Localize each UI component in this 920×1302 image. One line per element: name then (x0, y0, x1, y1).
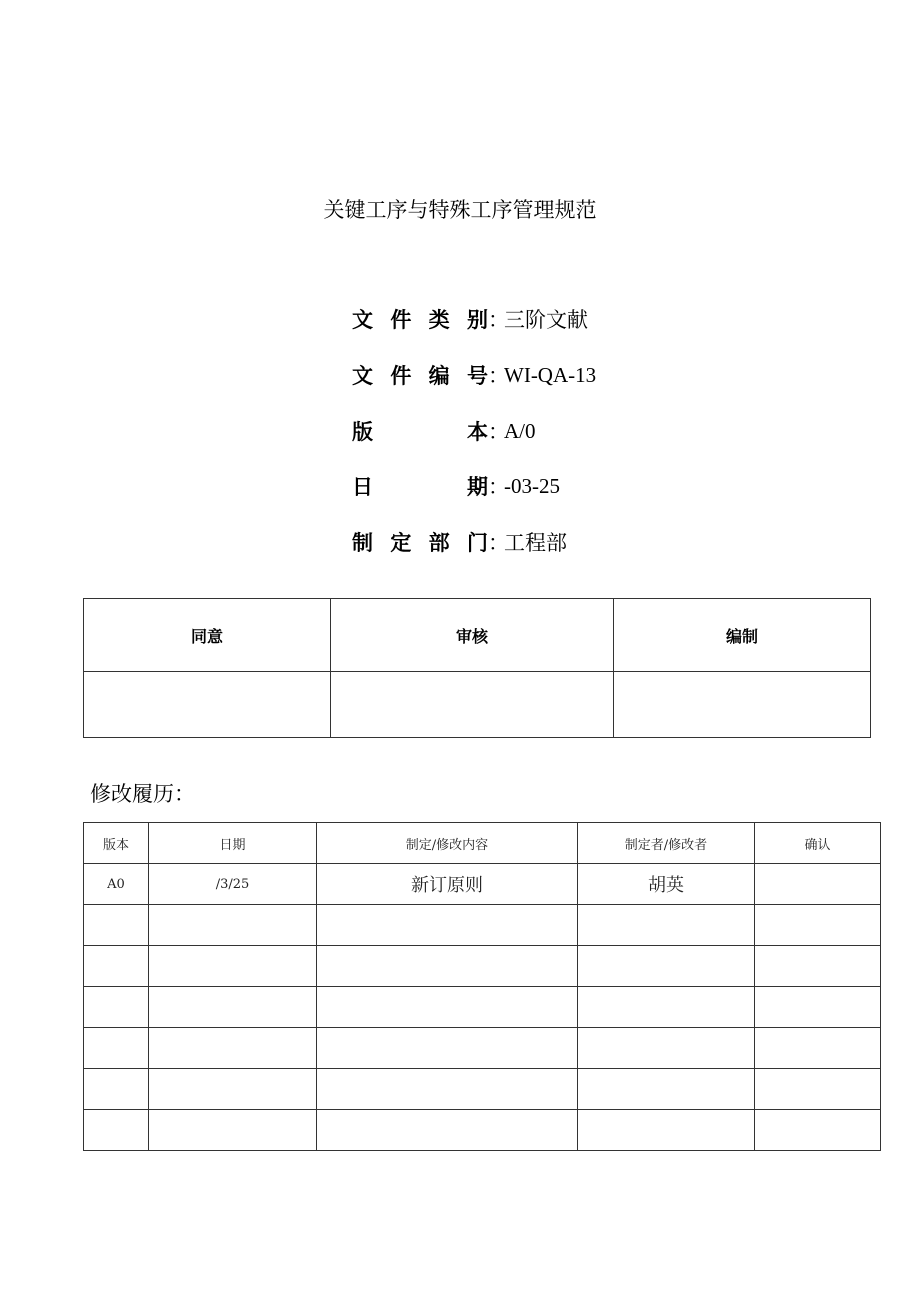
table-row (84, 1069, 881, 1110)
table-cell (149, 1069, 317, 1110)
column-header: 制定者/修改者 (578, 823, 755, 864)
meta-key (352, 304, 488, 334)
meta-key-char: 件 (390, 364, 412, 388)
column-header: 日期 (149, 823, 317, 864)
meta-colon: ： (488, 420, 509, 444)
table-cell (578, 1110, 755, 1151)
meta-key-char: 日 (352, 475, 373, 499)
table-cell (84, 905, 149, 946)
meta-colon: ： (488, 475, 509, 499)
meta-key-char: 文 (352, 308, 373, 332)
meta-key (352, 360, 488, 390)
table-cell (84, 987, 149, 1028)
table-cell (84, 1028, 149, 1069)
table-cell (317, 1069, 578, 1110)
table-cell (317, 987, 578, 1028)
table-cell (149, 1110, 317, 1151)
table-row (84, 946, 881, 987)
meta-key-char: 门 (466, 531, 488, 555)
table-cell (755, 864, 881, 905)
document-title: 关键工序与特殊工序管理规范 (323, 198, 597, 222)
revision-history-label: 修改履历： (90, 782, 195, 806)
table-cell (578, 1069, 755, 1110)
table-cell (578, 905, 755, 946)
table-cell (149, 1028, 317, 1069)
table-row (84, 1110, 881, 1151)
meta-key-char: 定 (390, 531, 412, 555)
table-cell (84, 946, 149, 987)
table-cell (317, 1110, 578, 1151)
table-row (84, 1028, 881, 1069)
table-cell (755, 946, 881, 987)
meta-key (352, 416, 488, 446)
table-row (84, 987, 881, 1028)
table-cell (84, 1110, 149, 1151)
table-cell (317, 905, 578, 946)
meta-key-char: 件 (390, 308, 412, 332)
column-header: 版本 (84, 823, 149, 864)
table-cell: 新订原则 (317, 864, 578, 905)
meta-key-char: 文 (352, 364, 373, 388)
meta-row (352, 471, 560, 501)
approval-header: 审核 (331, 599, 614, 672)
approval-header: 编制 (614, 599, 871, 672)
table-cell (317, 1028, 578, 1069)
meta-key-char: 版 (352, 420, 373, 444)
meta-row (352, 527, 567, 557)
column-header: 制定/修改内容 (317, 823, 578, 864)
meta-key-char: 类 (428, 308, 450, 332)
column-header: 确认 (755, 823, 881, 864)
table-cell (755, 1069, 881, 1110)
table-cell: 胡英 (578, 864, 755, 905)
table-header-row (84, 823, 881, 864)
table-cell (755, 1028, 881, 1069)
table-cell: A0 (84, 864, 149, 905)
meta-key-char: 编 (428, 364, 450, 388)
table-cell (84, 1069, 149, 1110)
table-row (84, 864, 881, 905)
approval-cell (614, 672, 871, 738)
meta-key (352, 527, 488, 557)
approval-cell (84, 672, 331, 738)
meta-value: WI-QA-13 (504, 362, 597, 387)
meta-key-char: 号 (466, 364, 488, 388)
table-cell (578, 946, 755, 987)
table-cell (149, 905, 317, 946)
meta-colon: ： (488, 308, 509, 332)
meta-row (352, 304, 588, 334)
approval-header: 同意 (84, 599, 331, 672)
meta-value: 工程部 (504, 531, 567, 555)
meta-key (352, 471, 488, 501)
table-cell (578, 987, 755, 1028)
table-cell (149, 946, 317, 987)
table-cell (755, 987, 881, 1028)
meta-value: 三阶文献 (504, 308, 588, 332)
meta-colon: ： (488, 531, 509, 555)
table-cell (317, 946, 578, 987)
meta-value: -03-25 (504, 473, 560, 498)
meta-key-char: 制 (352, 531, 373, 555)
meta-colon: ： (488, 364, 509, 388)
table-cell (755, 905, 881, 946)
meta-key-char: 别 (466, 308, 488, 332)
meta-key-char: 部 (428, 531, 450, 555)
meta-row (352, 416, 536, 446)
table-cell (578, 1028, 755, 1069)
table-cell (755, 1110, 881, 1151)
table-row (84, 905, 881, 946)
meta-key-char: 本 (467, 420, 488, 444)
approval-cell (331, 672, 614, 738)
meta-key-char: 期 (467, 475, 488, 499)
meta-value: A/0 (504, 418, 536, 443)
meta-row (352, 360, 596, 390)
approval-table (83, 598, 871, 738)
table-cell: /3/25 (149, 864, 317, 905)
revision-history-table (83, 822, 881, 1151)
table-cell (149, 987, 317, 1028)
